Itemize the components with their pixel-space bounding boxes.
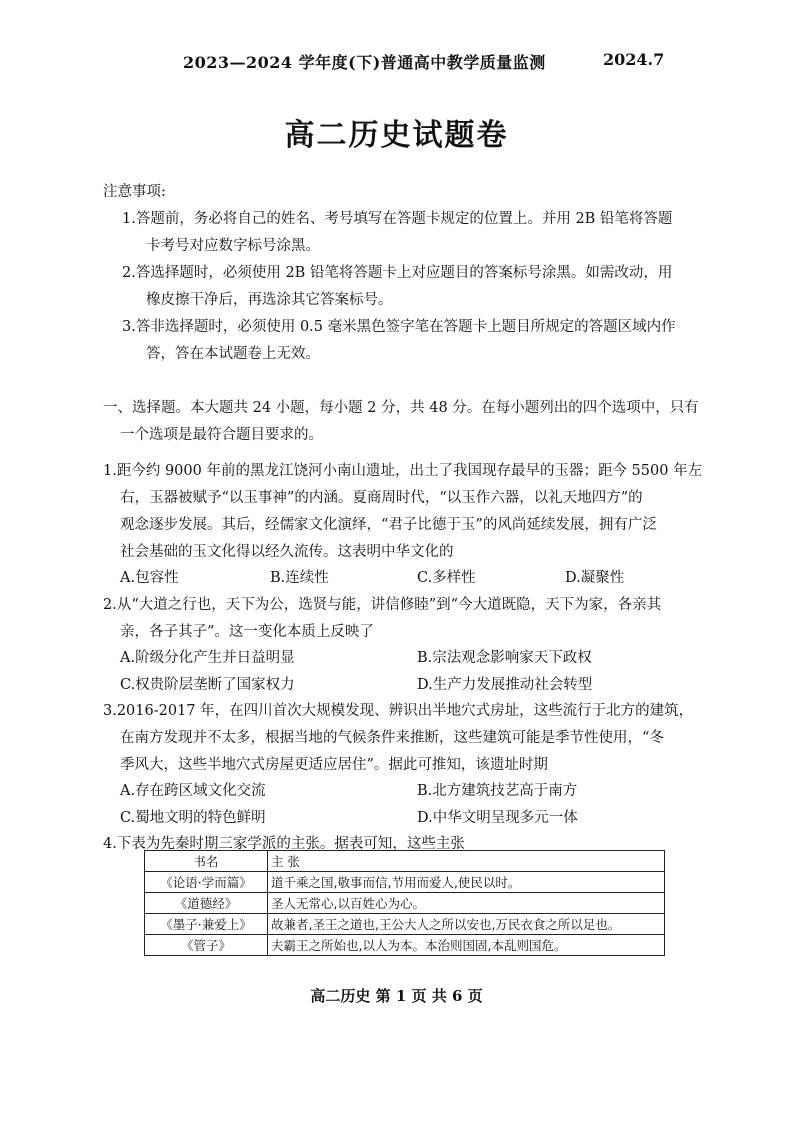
table-cell-claim: 圣人无常心,以百姓心为心。 <box>268 893 665 914</box>
q3-option-d[interactable]: D.中华文明呈现多元一体 <box>417 810 578 826</box>
table-row <box>145 893 665 914</box>
table-header-row <box>145 851 665 872</box>
q1-stem-line-4: 社会基础的玉文化得以经久流传。这表明中华文化的 <box>120 544 454 560</box>
notice-item-2-line-1: 2.答选择题时，必须使用 2B 铅笔将答题卡上对应题目的答案标号涂黑。如需改动，用 <box>122 265 673 281</box>
q4-stem-line-1: 4.下表为先秦时期三家学派的主张。据表可知，这些主张 <box>103 836 465 852</box>
q1-option-c[interactable]: C.多样性 <box>417 570 476 586</box>
notice-item-1-line-2: 卡考号对应数字标号涂黑。 <box>146 238 320 254</box>
q2-option-d[interactable]: D.生产力发展推动社会转型 <box>417 677 593 693</box>
q3-option-c[interactable]: C.蜀地文明的特色鲜明 <box>120 810 266 826</box>
table-cell-book: 《论语·学而篇》 <box>145 872 268 893</box>
q3-option-b[interactable]: B.北方建筑技艺高于南方 <box>417 783 578 799</box>
page-title: 高二历史试题卷 <box>284 118 509 153</box>
table-cell-claim: 夫霸王之所始也,以人为本。本治则国固,本乱则国危。 <box>268 935 665 956</box>
source-table <box>144 850 665 956</box>
q1-option-b[interactable]: B.连续性 <box>270 570 329 586</box>
q1-option-a[interactable]: A.包容性 <box>120 570 179 586</box>
q1-option-d[interactable]: D.凝聚性 <box>565 570 625 586</box>
q3-stem-line-3: 季风大，这些半地穴式房屋更适应居住”。据此可推知，该遗址时期 <box>120 757 548 773</box>
table-row <box>145 935 665 956</box>
section-heading-cont: 一个选项是最符合题目要求的。 <box>120 427 323 443</box>
table-cell-book: 《管子》 <box>145 935 268 956</box>
q2-option-a[interactable]: A.阶级分化产生并日益明显 <box>120 650 295 666</box>
exam-header: 2023—2024 学年度(下)普通高中教学质量监测 <box>183 53 546 72</box>
table-cell-book: 《道德经》 <box>145 893 268 914</box>
q1-stem-line-1: 1.距今约 9000 年前的黑龙江饶河小南山遗址，出土了我国现存最早的玉器；距今 5500 年左 <box>103 463 703 479</box>
page-footer: 高二历史 第 1 页 共 6 页 <box>310 987 483 1005</box>
notice-item-3-line-2: 答，答在本试题卷上无效。 <box>146 346 320 362</box>
q2-stem-line-1: 2.从“大道之行也，天下为公，选贤与能，讲信修睦”到“今大道既隐，天下为家，各亲其 <box>103 597 662 613</box>
q2-option-c[interactable]: C.权贵阶层垄断了国家权力 <box>120 677 295 693</box>
exam-date: 2024.7 <box>603 50 665 69</box>
notice-item-3-line-1: 3.答非选择题时，必须使用 0.5 毫米黑色签字笔在答题卡上题目所规定的答题区域内作 <box>122 319 676 335</box>
q3-stem-line-1: 3.2016-2017 年，在四川首次大规模发现、辨识出半地穴式房址，这些流行于北方的建筑， <box>103 703 694 719</box>
table-row <box>145 914 665 935</box>
table-header-book: 书名 <box>145 851 268 872</box>
section-heading: 一、选择题。本大题共 24 小题，每小题 2 分，共 48 分。在每小题列出的四个选项中，只有 <box>103 400 699 416</box>
notice-heading: 注意事项: <box>103 184 166 200</box>
q3-option-a[interactable]: A.存在跨区域文化交流 <box>120 783 266 799</box>
q3-stem-line-2: 在南方发现并不太多，根据当地的气候条件来推断，这些建筑可能是季节性使用，“冬 <box>120 730 664 746</box>
table-cell-claim: 故兼者,圣王之道也,王公大人之所以安也,万民衣食之所以足也。 <box>268 914 665 935</box>
notice-item-2-line-2: 橡皮擦干净后，再选涂其它答案标号。 <box>146 292 393 308</box>
q1-stem-line-3: 观念逐步发展。其后，经儒家文化演绎，“君子比德于玉”的风尚延续发展，拥有广泛 <box>120 517 657 533</box>
table-cell-book: 《墨子·兼爱上》 <box>145 914 268 935</box>
table-row <box>145 872 665 893</box>
q1-stem-line-2: 右，玉器被赋予“以玉事神”的内涵。夏商周时代，“以玉作六器，以礼天地四方”的 <box>120 490 643 506</box>
table-cell-claim: 道千乘之国,敬事而信,节用而爱人,使民以时。 <box>268 872 665 893</box>
q2-option-b[interactable]: B.宗法观念影响家天下政权 <box>417 650 592 666</box>
table-header-claim: 主 张 <box>268 851 665 872</box>
notice-item-1-line-1: 1.答题前，务必将自己的姓名、考号填写在答题卡规定的位置上。并用 2B 铅笔将答题 <box>122 211 673 227</box>
q2-stem-line-2: 亲，各子其子”。这一变化本质上反映了 <box>120 624 374 640</box>
